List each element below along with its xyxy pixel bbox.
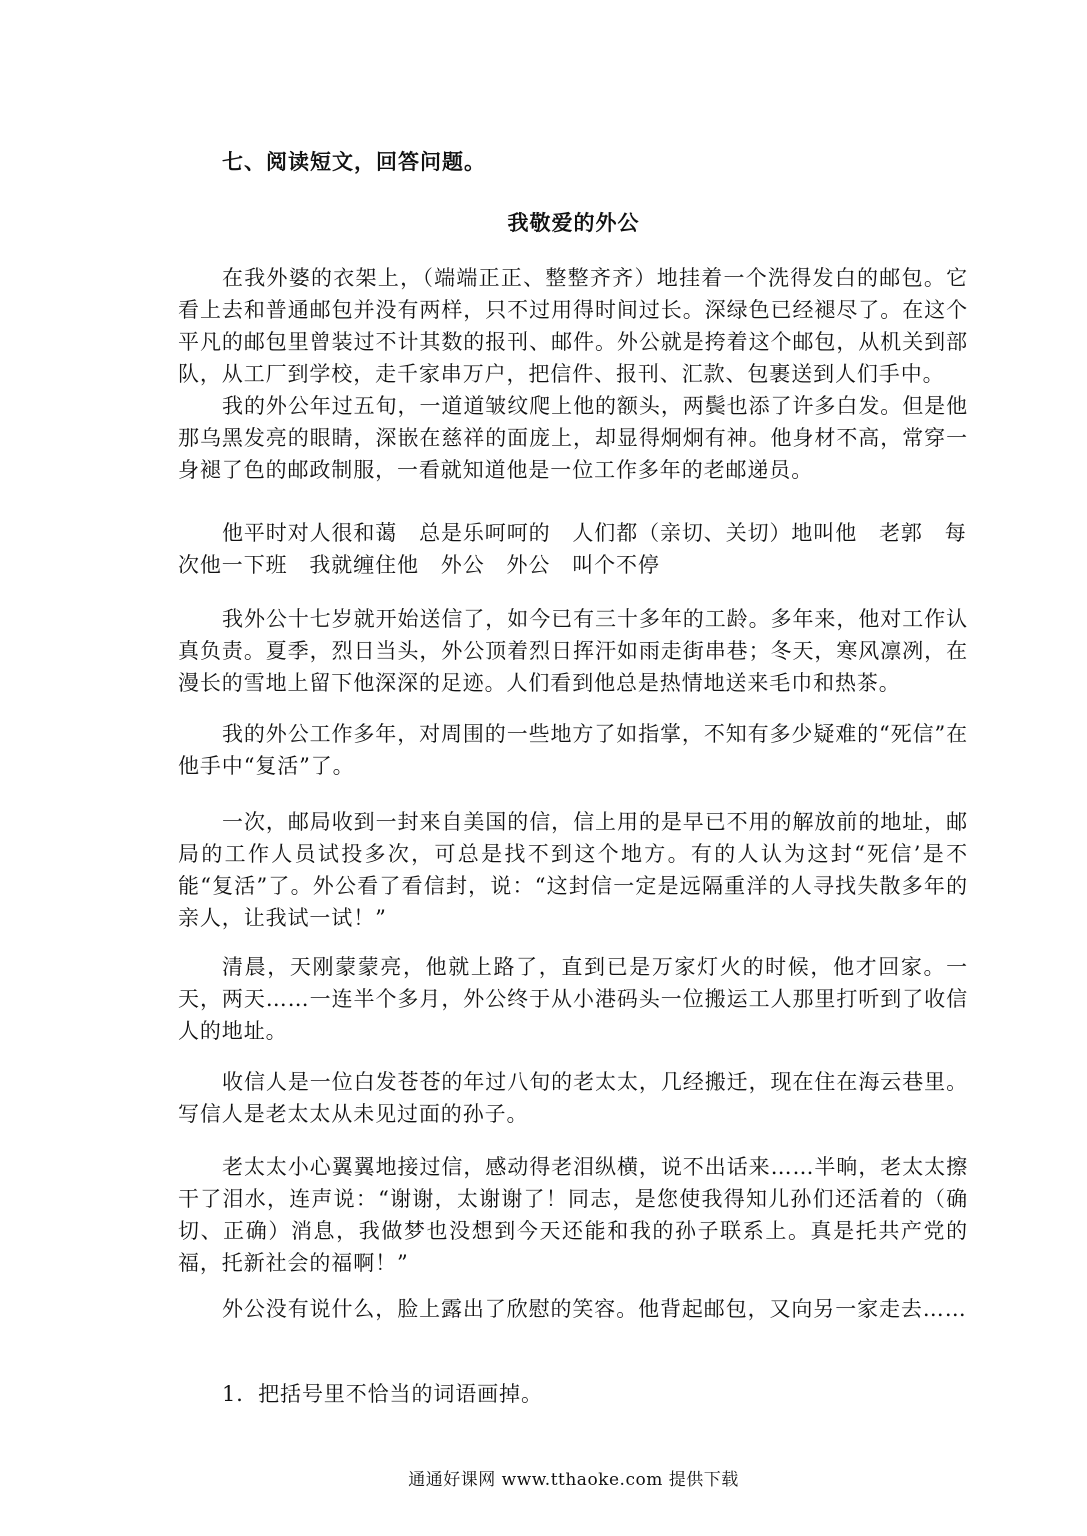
footer-text: 通通好课网 www.tthaoke.com 提供下载 [408,1470,739,1490]
paragraph-1: 在我外婆的衣架上，（端端正正、整整齐齐）地挂着一个洗得发白的邮包。它看上去和普通邮包并没有两样，只不过用得时间过长。深绿色已经褪尽了。在这个平凡的邮包里曾装过不计其数的报刊、邮件。外公就是挎着这个邮包，从机关到部队，从工厂到学校，走千家串万户，把信件、报刊、汇款、包裹送到人们手中。 [178,266,968,386]
essay-title-row [0,207,1087,237]
paragraph-9: 老太太小心翼翼地接过信，感动得老泪纵横，说不出话来……半晌，老太太擦干了泪水，连声说：“谢谢，太谢谢了！同志，是您使我得知儿孙们还活着的（确切、正确）消息，我做梦也没想到今天还能和我的孙子联系上。真是托共产党的福，托新社会的福啊！” [178,1155,968,1275]
paragraph-8: 收信人是一位白发苍苍的年过八旬的老太太，几经搬迁，现在住在海云巷里。写信人是老太太从未见过面的孙子。 [178,1070,968,1126]
question-1: 1．把括号里不恰当的词语画掉。 [222,1382,543,1406]
paragraph-2: 我的外公年过五旬，一道道皱纹爬上他的额头，两鬓也添了许多白发。但是他那乌黑发亮的眼睛，深嵌在慈祥的面庞上，却显得炯炯有神。他身材不高，常穿一身褪了色的邮政制服，一看就知道他是一位工作多年的老邮递员。 [178,394,968,482]
paragraph-4: 我外公十七岁就开始送信了，如今已有三十多年的工龄。多年来，他对工作认真负责。夏季，烈日当头，外公顶着烈日挥汗如雨走街串巷；冬天，寒风凛冽，在漫长的雪地上留下他深深的足迹。人们看到他总是热情地送来毛巾和热茶。 [178,607,968,695]
paragraph-10: 外公没有说什么，脸上露出了欣慰的笑容。他背起邮包，又向另一家走去…… [222,1297,967,1321]
essay-title: 我敬爱的外公 [507,210,640,235]
section-heading: 七、阅读短文，回答问题。 [222,149,486,174]
paragraph-5: 我的外公工作多年，对周围的一些地方了如指掌，不知有多少疑难的“死信”在他手中“复活”了。 [178,722,968,778]
paragraph-3: 他平时对人很和蔼 总是乐呵呵的 人们都（亲切、关切）地叫他 老郭 每次他一下班 我就缠住他 外公 外公 叫个不停 [178,521,967,577]
paragraph-6: 一次，邮局收到一封来自美国的信，信上用的是早已不用的解放前的地址，邮局的工作人员试投多次，可总是找不到这个地方。有的人认为这封“死信’是不能“复活”了。外公看了看信封，说：“这封信一定是远隔重洋的人寻找失散多年的亲人，让我试一试！” [178,810,968,930]
footer-row [0,1465,1087,1490]
paragraph-7: 清晨，天刚蒙蒙亮，他就上路了，直到已是万家灯火的时候，他才回家。一天，两天……一连半个多月，外公终于从小港码头一位搬运工人那里打听到了收信人的地址。 [178,955,968,1043]
